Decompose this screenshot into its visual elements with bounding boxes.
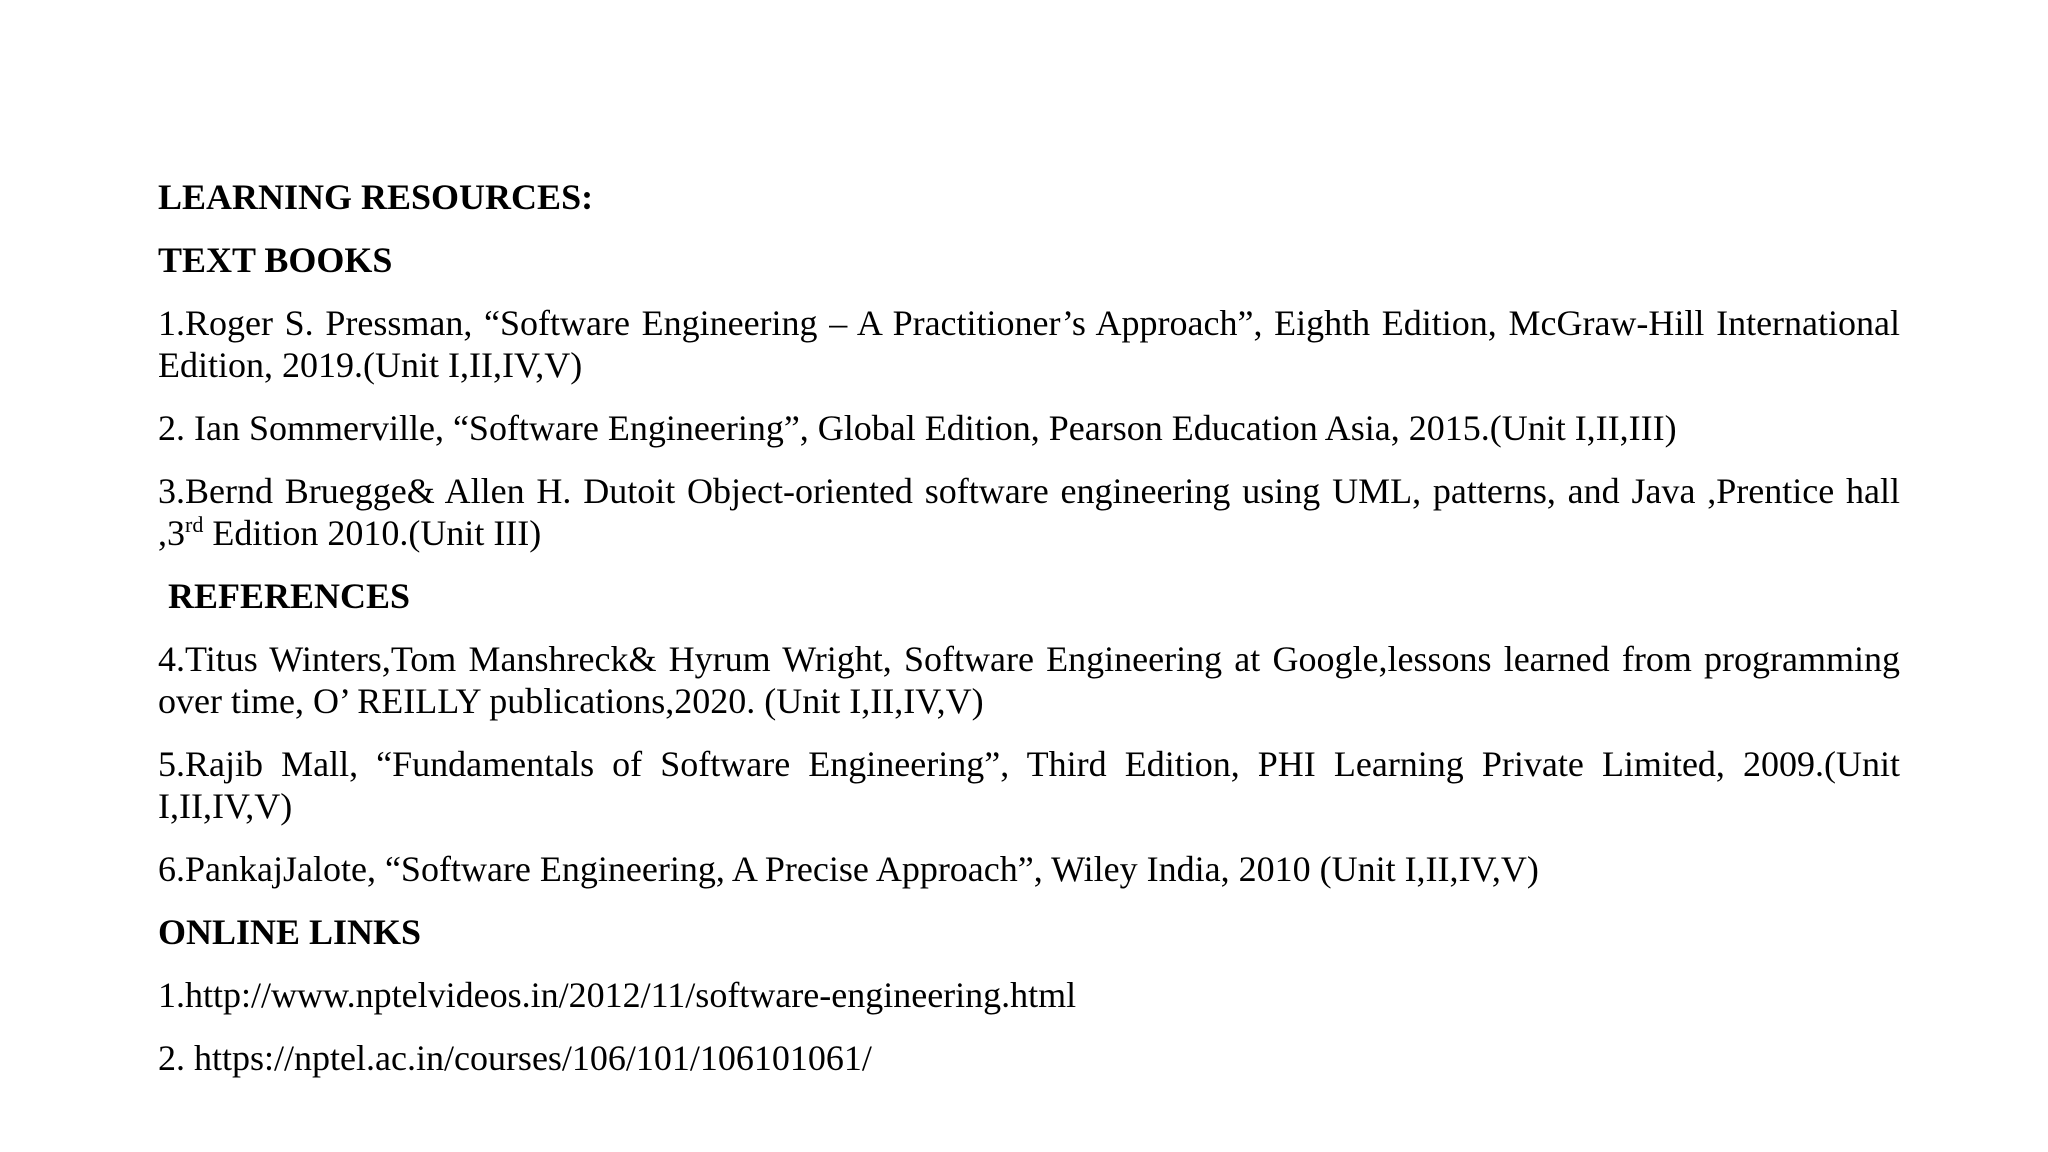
section-title: LEARNING RESOURCES:	[158, 177, 594, 217]
text-book-item-2: 2. Ian Sommerville, “Software Engineering”, Global Edition, Pearson Education Asia, 2015.(Unit I,II,III)	[158, 408, 1677, 448]
references-heading: REFERENCES	[168, 576, 411, 616]
online-link-1: 1.http://www.nptelvideos.in/2012/11/software-engineering.html	[158, 975, 1077, 1015]
reference-item-6: 6.PankajJalote, “Software Engineering, A Precise Approach”, Wiley India, 2010 (Unit I,II,IV,V)	[158, 849, 1539, 889]
text-books-heading: TEXT BOOKS	[158, 240, 393, 280]
text-book-item-3	[158, 470, 1900, 554]
text-book-item-3-main: 3.Bernd Bruegge& Allen H. Dutoit Object-oriented software engineering using UML, patterns, and Java ,Prentice hall ,3	[158, 471, 1900, 553]
online-link-2: 2. https://nptel.ac.in/courses/106/101/106101061/	[158, 1038, 872, 1078]
document-page	[158, 176, 1900, 1100]
text-book-item-3-tail: Edition 2010.(Unit III)	[203, 513, 542, 553]
reference-item-5: 5.Rajib Mall, “Fundamentals of Software Engineering”, Third Edition, PHI Learning Private Limited, 2009.(Unit I,II,IV,V)	[158, 744, 1900, 826]
text-book-item-1: 1.Roger S. Pressman, “Software Engineering – A Practitioner’s Approach”, Eighth Edition, McGraw-Hill International Edition, 2019.(Unit I,II,IV,V)	[158, 303, 1900, 385]
text-book-item-3-ordinal-suffix: rd	[185, 512, 204, 537]
online-links-heading: ONLINE LINKS	[158, 912, 422, 952]
reference-item-4: 4.Titus Winters,Tom Manshreck& Hyrum Wright, Software Engineering at Google,lessons learned from programming over time, O’ REILLY publications,2020. (Unit I,II,IV,V)	[158, 639, 1900, 721]
